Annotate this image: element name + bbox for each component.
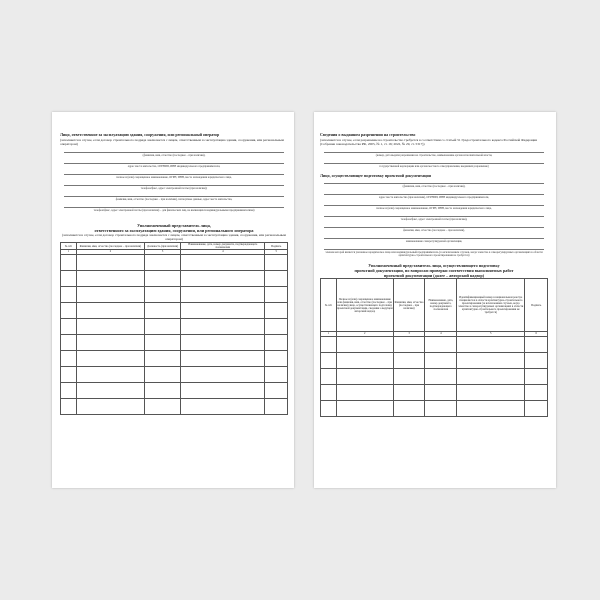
field-caption: телефон/факс, адрес электронной почты (при наличии), xyxy=(400,217,468,221)
col-header-num: № п/п xyxy=(61,243,77,250)
representative-table: № п/п Фамилия, имя, отчество (последнее – при наличии) Должность (при наличии) Наименование, дата, номер документа, подтверждающего полномочия Подпись 1 2 3 4 5 xyxy=(60,242,288,415)
operator-field-5[interactable] xyxy=(60,192,288,203)
field-caption: государственной корпорации или органа местного самоуправления, выдавших разрешение) xyxy=(379,164,489,168)
col-header-document: Наименование, дата, номер документа, подтверждающего полномочия xyxy=(181,243,265,250)
table-row[interactable] xyxy=(61,255,288,271)
col-header-name: Фамилия, имя, отчество (последнее – при наличии) xyxy=(393,279,425,332)
field-caption: телефон/факс, адрес электронной почты (при наличии) – для физических лиц, не являющихся индивидуальными предпринимателями) xyxy=(93,208,255,212)
permit-section-title: Сведения о выданном разрешении на строительство xyxy=(320,132,416,137)
table-row[interactable] xyxy=(321,353,548,369)
table-row[interactable] xyxy=(61,367,288,383)
permit-field-1[interactable] xyxy=(320,148,548,159)
operator-field-6[interactable] xyxy=(60,203,288,217)
representative-table-note: (заполняется в случае, если договор строительного подряда заключается с лицом, ответственным за эксплуатацию здания, сооружения, или региональным оператором) xyxy=(62,233,286,242)
col-header-organization: Полное и (или) сокращенное наименование или фамилия, имя, отчество (последнее – при наличии) лица, осуществляющего подготовку проектной документации, сведения о ведущем авторский надзор xyxy=(336,279,393,332)
field-caption: фамилия, имя, отчество (последнее – при наличии), паспортные данные, адрес места жительства, xyxy=(115,197,233,201)
table-row[interactable] xyxy=(61,335,288,351)
table-row[interactable] xyxy=(61,399,288,415)
operator-section-title: Лицо, ответственное за эксплуатацию здания, сооружения, или региональный оператор xyxy=(60,132,220,137)
col-header-name: Фамилия, имя, отчество (последнее – при наличии) xyxy=(76,243,144,250)
col-header-document: Наименование, дата, номер документа, подтверждающего полномочия xyxy=(425,279,457,332)
field-caption: адрес места жительства, ОГРНИП, ИНН индивидуального предпринимателя, xyxy=(127,164,221,168)
field-caption: членом которой является указанное юридическое лицо или индивидуальный предприниматель (за исключением случаев, когда членство в саморегулируемых организациях в области архитектурно-строительного проектирования не требуется) xyxy=(325,250,543,257)
operator-section-note: (заполняется в случае, если договор строительного подряда заключается с лицом, ответственным за эксплуатацию здания, сооружения, или региональным оператором) xyxy=(60,138,284,147)
field-caption: (фамилия, имя, отчество (последнее – при наличии), xyxy=(402,184,466,188)
field-caption: фамилия, имя, отчество (последнее – при наличии), xyxy=(403,228,465,232)
table-row[interactable] xyxy=(61,319,288,335)
table-row[interactable] xyxy=(61,271,288,287)
table-row[interactable] xyxy=(321,337,548,353)
field-caption: адрес места жительства (при наличии), ОГРНИП, ИНН индивидуального предпринимателя, xyxy=(378,195,490,199)
designer-field-5[interactable] xyxy=(320,223,548,234)
left-page xyxy=(52,112,294,488)
field-caption: (номер, дата выдачи разрешения на строительство, наименование органа исполнительной власти, xyxy=(375,153,493,157)
author-supervision-table: № п/п Полное и (или) сокращенное наименование или фамилия, имя, отчество (последнее – при наличии) лица, осуществляющего подготовку проектной документации, сведения о ведущем авторский надзор Фамилия, имя, отчество (последнее – при наличии) Наименование, дата, номер документа, подтверждающего полномочия Идентификационный номер в национальном реестре специалистов в области архитектурно-строительного проектирования (за исключением случаев, когда членство в саморегулируемых организациях в области архитектурно-строительного проектирования не требуется) Подпись 1 2 3 4 5 6 xyxy=(320,278,548,417)
col-header-signature: Подпись xyxy=(525,279,548,332)
table-row[interactable] xyxy=(321,369,548,385)
right-page xyxy=(314,112,556,488)
col-header-position: Должность (при наличии) xyxy=(144,243,180,250)
field-caption: наименование саморегулируемой организации, xyxy=(405,239,463,243)
designer-field-3[interactable] xyxy=(320,201,548,212)
field-caption: телефон/факс, адрес электронной почты (при наличии); xyxy=(140,186,208,190)
designer-field-7[interactable] xyxy=(320,245,548,262)
operator-field-1[interactable] xyxy=(60,148,288,159)
operator-field-2[interactable] xyxy=(60,159,288,170)
table-row[interactable] xyxy=(321,385,548,401)
author-supervision-table-title: Уполномоченный представитель лица, осуществляющего подготовку проектной документации, по вопросам проверки соответствия выполняемых работ проектной документации (далее – авторский надзор) xyxy=(354,263,514,279)
table-row[interactable] xyxy=(61,351,288,367)
table-row[interactable] xyxy=(61,383,288,399)
representative-table-title: Уполномоченный представитель лица, ответственного за эксплуатацию здания, сооружения, или регионального оператора xyxy=(94,223,254,234)
permit-section-note: (заполняется в случае, если разрешение на строительство требуется в соответствии со статьей 51 Градостроительного кодекса Российской Федерации (Собрание законодательства РФ, 2005, № 1, ст. 16; 2022, № 29, ст. 5317)) xyxy=(320,138,538,147)
table-row[interactable] xyxy=(321,401,548,417)
col-header-num: № п/п xyxy=(321,279,337,332)
designer-field-2[interactable] xyxy=(320,190,548,201)
designer-field-1[interactable] xyxy=(320,179,548,190)
designer-field-4[interactable] xyxy=(320,212,548,223)
field-caption: (фамилия, имя, отчество (последнее – при наличии), xyxy=(142,153,206,157)
operator-field-3[interactable] xyxy=(60,170,288,181)
permit-field-2[interactable] xyxy=(320,159,548,170)
field-caption: полное и (или) сокращенное наименование, ОГРН, ИНН, место нахождения юридического лица, xyxy=(376,206,492,210)
table-row[interactable] xyxy=(61,287,288,303)
designer-section-title: Лицо, осуществляющее подготовку проектной документации xyxy=(320,173,431,179)
table-row[interactable] xyxy=(61,303,288,319)
field-caption: полное и (или) сокращенное наименование, ОГРН, ИНН, место нахождения юридического лица, xyxy=(116,175,232,179)
col-header-signature: Подпись xyxy=(265,243,288,250)
designer-field-6[interactable] xyxy=(320,234,548,245)
col-header-registry-id: Идентификационный номер в национальном реестре специалистов в области архитектурно-строительного проектирования (за исключением случаев, когда членство в саморегулируемых организациях в области архитектурно-строительного проектирования не требуется) xyxy=(457,279,525,332)
operator-field-4[interactable] xyxy=(60,181,288,192)
